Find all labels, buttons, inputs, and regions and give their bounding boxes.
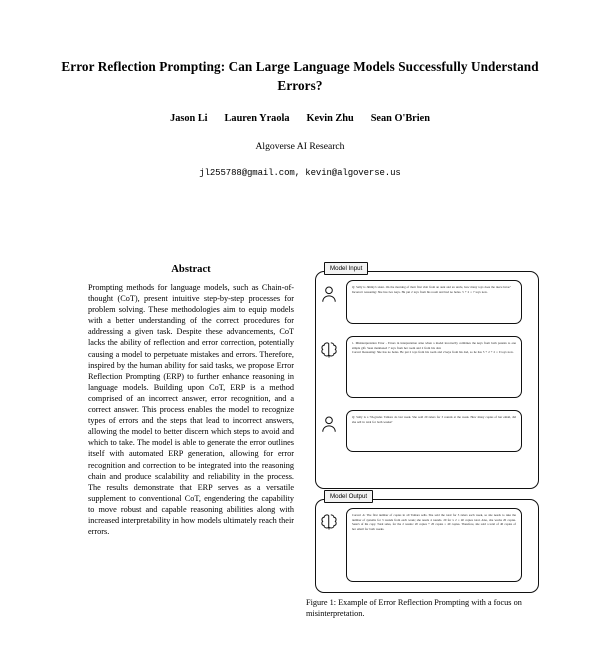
model-answer-line-1: Correct A: The first number of copies in all Tamara sells. She sold the total for 3 rulers each week, so she needs to take the number of systems for 3 rounds from each week; she needs 4 rounds. 20 for x 2 = 40 copies total. Also, she works 20 copies. Sean's of his copy. Total sales, for the 2 weeks: 20 copies + 20 copies = 40 copies. Therefore, she sold a total of 40 copies of her email for both weeks.	[352, 513, 516, 531]
abstract-paragraph: Prompting methods for language models, such as Chain-of-thought (CoT), present intuitive step-by-step processes for problem solving. These methodologies aim to equip models with a better understanding of the correct procedures for addressing a given task. Despite these advancements, CoT lacks the ability of reflection and error correction, potentially causing a model to perpetuate mistakes and errors. Therefore, inspired by the human ability for said tasks, we propose Error Reflection Prompting (ERP) to further enhance reasoning in language models. Building upon CoT, ERP is a method comprised of an incorrect answer, error recognition, and a correct answer. This process enables the model to recognize types of errors and the steps that lead to incorrect answers, allowing the model to better discern which steps to avoid and which to take. The model is able to generate the error outlines itself with automated ERP generation, allowing for error recognition and correction to be integrated into the reasoning chain and produce scalability and reliability in the process. The results demonstrate that ERP serves as a versatile supplement to conventional CoT, engendering the capability to move robust and capable reasoning abilities along with increased interpretability in how models ultimately reach their errors.	[88, 283, 294, 537]
question-bubble	[346, 280, 522, 324]
error-reflection-line-1: 1. Misinterpretation Error - Errors in interpretation arise when a model incorrectly combines the keys from both parents to one simple gift. Sean mentioned 7 toys from her room and 2 from his dad.	[352, 341, 516, 350]
followup-question-line-1: Q: Sally is a 7th-grader. Tamara do last week. She sold 20 rulers for 3 rounds at the week. How many copies of her email, did she sell in total for both weeks?	[352, 415, 516, 424]
user-icon	[318, 283, 340, 305]
model-answer-bubble	[346, 508, 522, 582]
author-2: Lauren Yraola	[224, 113, 290, 125]
body-columns	[0, 254, 600, 658]
followup-question-block	[318, 410, 524, 452]
error-reflection-line-2: Correct Reasoning: She has no holes. He put 2 toys from his room and 2 keys from his dad, so he has 5 + 2 + 2 = 9 toys now.	[352, 350, 514, 355]
followup-question-bubble	[346, 410, 522, 452]
abstract-text	[88, 282, 294, 537]
abstract-heading: Abstract	[171, 264, 211, 275]
paper-page	[0, 58, 600, 658]
question-block	[318, 280, 524, 324]
error-reflection-bubble	[346, 336, 522, 398]
contact-emails[interactable]: jl255788@gmail.com, kevin@algoverse.us	[199, 168, 401, 179]
figure-label-model-input: Model Input	[324, 262, 368, 275]
brain-icon	[318, 511, 340, 533]
author-3: Kevin Zhu	[306, 113, 354, 125]
model-answer-block	[318, 508, 524, 582]
affiliation: Algoverse AI Research	[255, 141, 345, 153]
user-icon	[318, 413, 340, 435]
question-line-2: Incorrect reasoning: She has two keys. He put 2 toys from his room and had no holes. 5 + 2 = 7 toys now.	[352, 289, 488, 294]
left-column	[88, 254, 294, 537]
author-1: Jason Li	[170, 113, 208, 125]
error-reflection-block	[318, 336, 524, 398]
brain-icon	[318, 339, 340, 361]
page-title: Error Reflection Prompting: Can Large Language Models Successfully Understand Errors?	[61, 59, 539, 93]
figure-label-model-output: Model Output	[324, 490, 373, 503]
figure-caption: Figure 1: Example of Error Reflection Prompting with a focus on misinterpretation.	[306, 598, 522, 618]
author-4: Sean O'Brien	[370, 113, 430, 125]
figure-1	[306, 254, 546, 618]
question-line-1: Q: Sally is Jimmy's sister. On the morning of their first visit from an aunt and an uncle, how many toys does the niece have?	[352, 285, 511, 289]
right-column	[306, 254, 546, 618]
author-list	[60, 113, 540, 124]
